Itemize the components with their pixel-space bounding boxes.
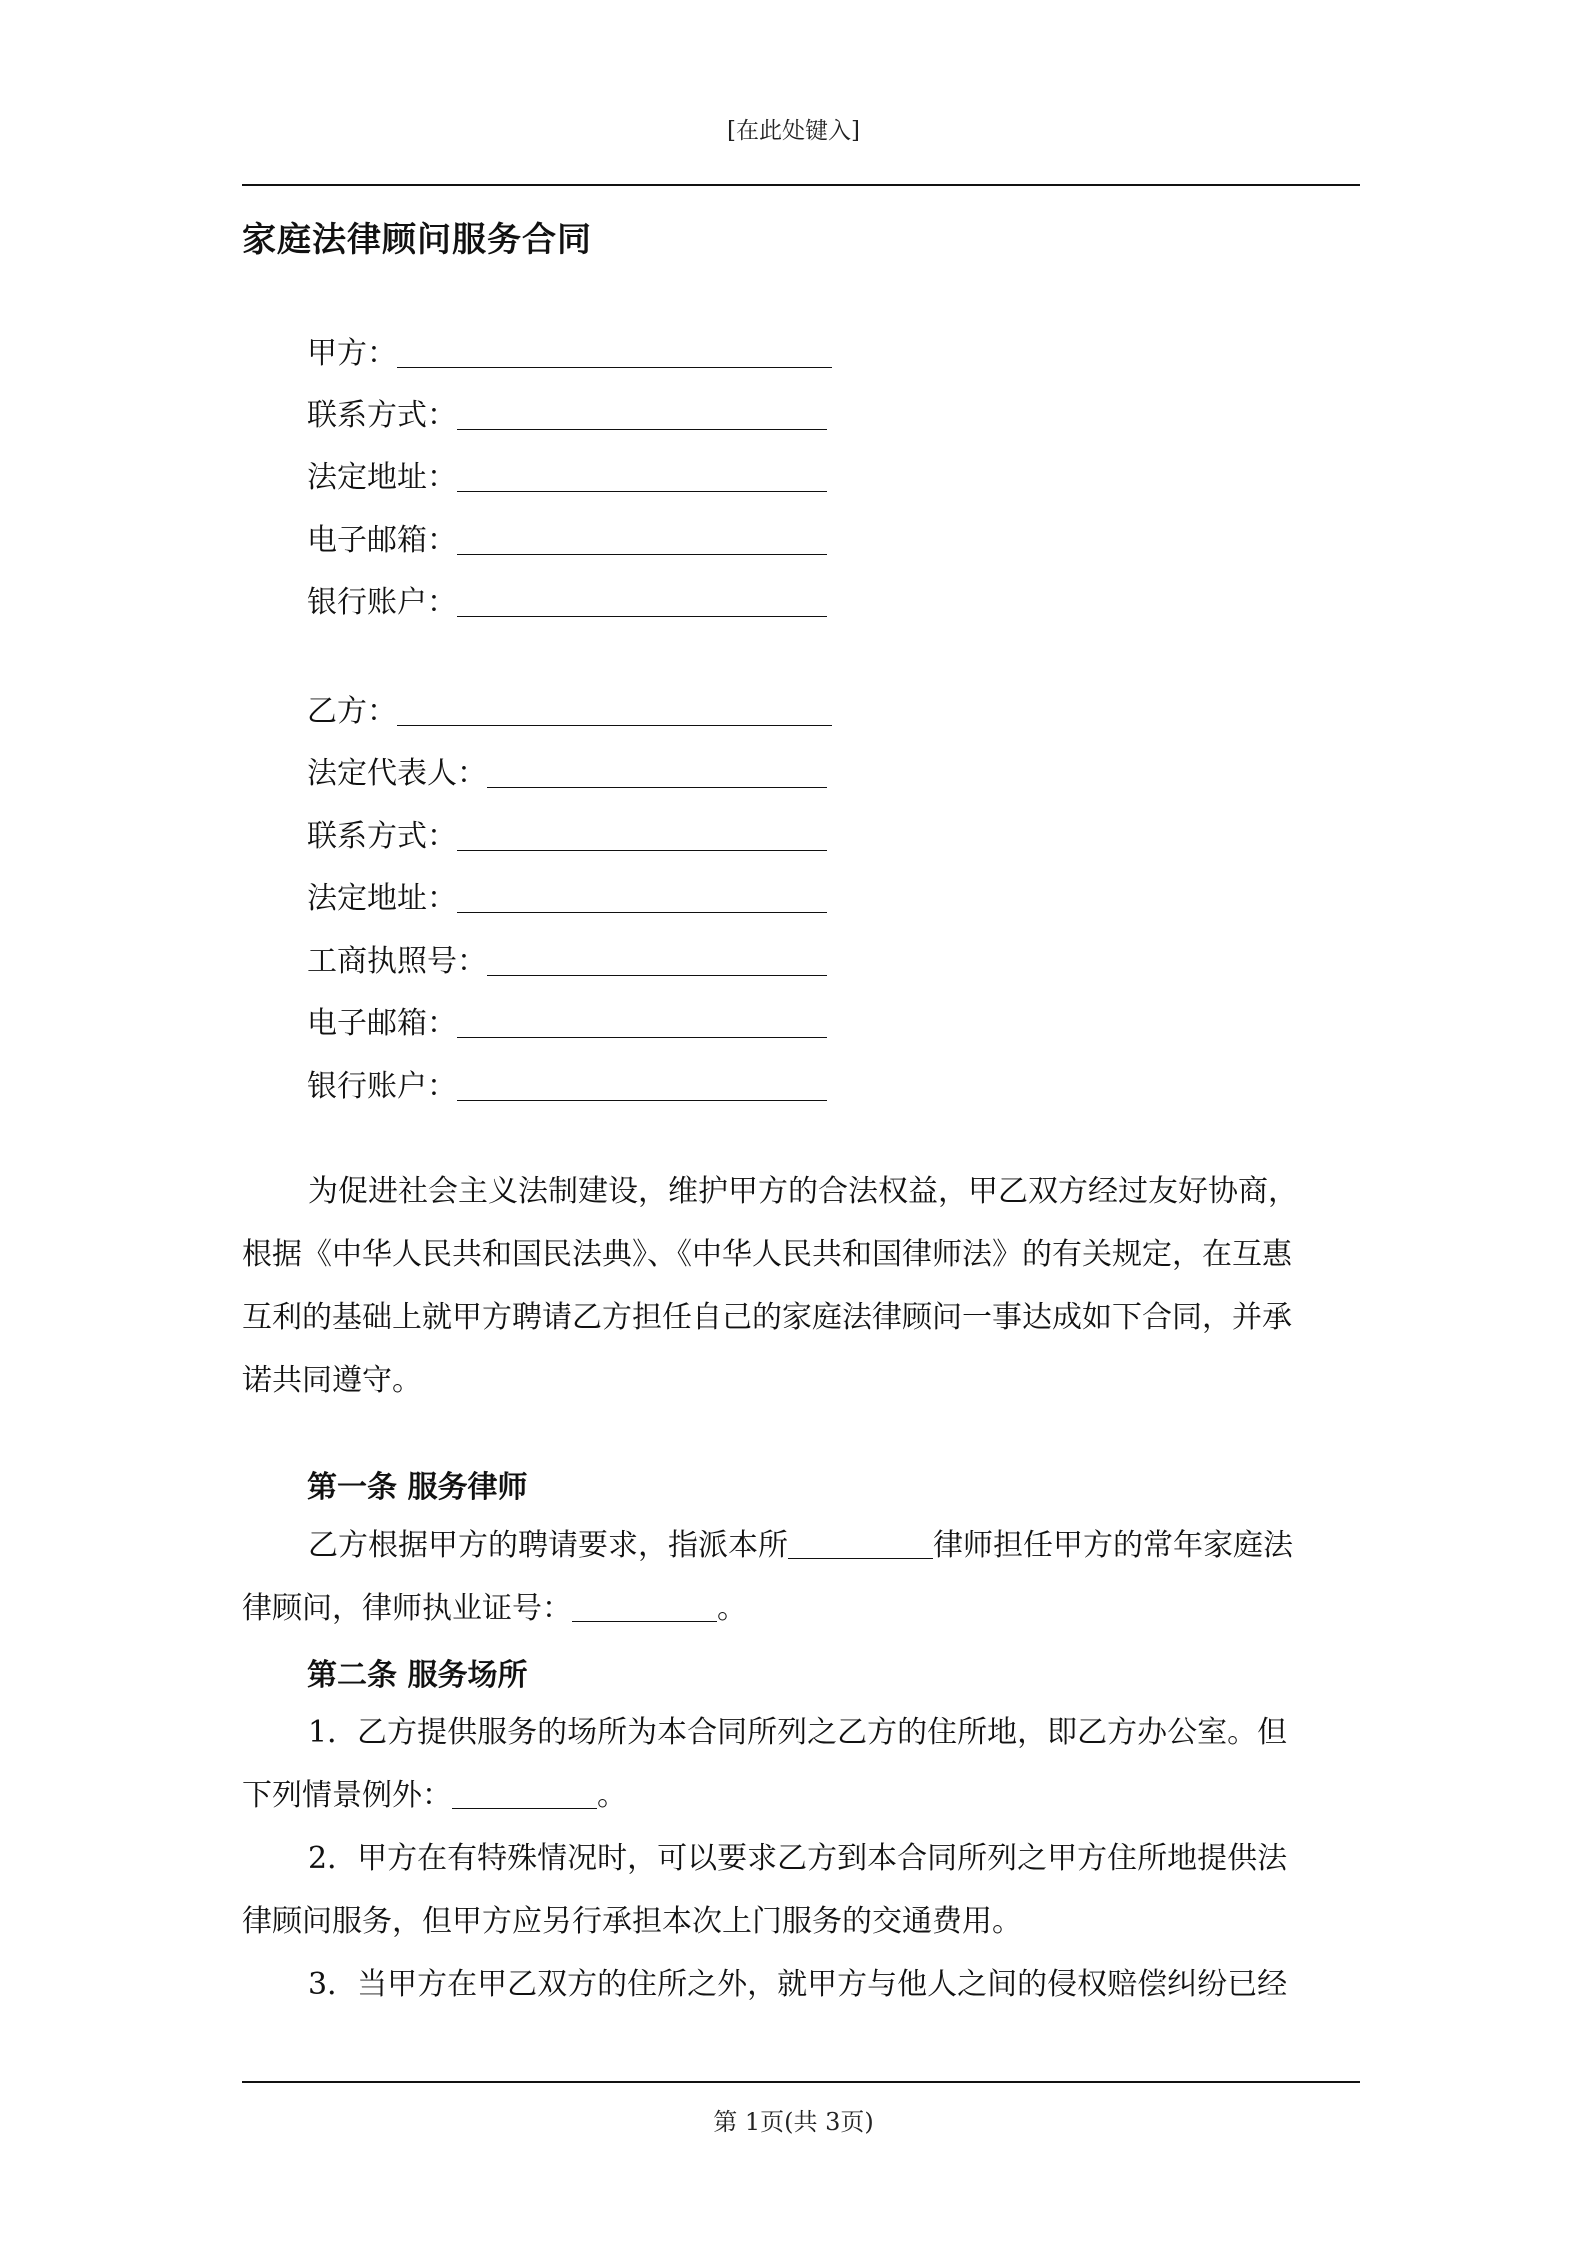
fill-in-blank[interactable] [457,399,827,430]
exception-blank[interactable] [452,1780,597,1809]
party-b-name-field [307,686,832,730]
article-2-line: 3．当甲方在甲乙双方的住所之外，就甲方与他人之间的侵权赔偿纠纷已经 [308,1967,1288,2002]
preamble-line: 为促进社会主义法制建设，维护甲方的合法权益，甲乙双方经过友好协商， [308,1174,1298,1209]
article-2-heading: 第二条 服务场所 [307,1658,528,1693]
party-b-address-field [307,873,827,917]
field-label: 电子邮箱： [307,1006,457,1041]
party-a-email-field [307,515,827,559]
field-label: 银行账户： [307,1069,457,1104]
fill-in-blank[interactable] [487,757,827,788]
party-b-contact-field [307,811,827,855]
lawyer-name-blank[interactable] [788,1530,933,1559]
preamble-paragraph [242,1160,1360,1412]
preamble-line: 根据《中华人民共和国民法典》、《中华人民共和国律师法》的有关规定，在互惠 [242,1237,1292,1272]
fill-in-blank[interactable] [457,820,827,851]
fill-in-blank[interactable] [457,882,827,913]
field-label: 法定地址： [307,460,457,495]
preamble-line: 互利的基础上就甲方聘请乙方担任自己的家庭法律顾问一事达成如下合同，并承 [242,1300,1292,1335]
article-1-heading: 第一条 服务律师 [307,1470,528,1505]
fill-in-blank[interactable] [457,586,827,617]
party-b-representative-field [307,748,827,792]
preamble-line: 诺共同遵守。 [242,1363,422,1398]
page-number: 第 1页(共 3页) [713,2108,874,2136]
article-2-line: 下列情景例外： 。 [242,1778,627,1813]
article-2-line: 律顾问服务，但甲方应另行承担本次上门服务的交通费用。 [242,1904,1022,1939]
field-label: 法定代表人： [307,756,487,791]
article-1-line: 律顾问，律师执业证号： 。 [242,1591,747,1626]
article-2-paragraph [242,1701,1360,2016]
party-b-email-field [307,998,827,1042]
field-label: 电子邮箱： [307,523,457,558]
party-b-license-field [307,936,827,980]
party-a-bank-field [307,577,827,621]
fill-in-blank[interactable] [457,524,827,555]
party-b-bank-field [307,1061,827,1105]
license-number-blank[interactable] [572,1593,717,1622]
field-label: 甲方： [307,336,397,371]
document-title: 家庭法律顾问服务合同 [242,220,592,260]
fill-in-blank[interactable] [457,461,827,492]
party-a-name-field [307,328,832,372]
field-label: 银行账户： [307,585,457,620]
fill-in-blank[interactable] [457,1007,827,1038]
party-a-address-field [307,452,827,496]
field-label: 法定地址： [307,881,457,916]
fill-in-blank[interactable] [397,337,832,368]
field-label: 联系方式： [307,819,457,854]
article-2-line: 2．甲方在有特殊情况时，可以要求乙方到本合同所列之甲方住所地提供法 [308,1841,1288,1876]
header-rule [242,184,1360,186]
party-a-contact-field [307,390,827,434]
header-placeholder[interactable]: [在此处键入] [727,118,860,144]
article-2-line: 1．乙方提供服务的场所为本合同所列之乙方的住所地，即乙方办公室。但 [308,1715,1288,1750]
footer-rule [242,2081,1360,2083]
fill-in-blank[interactable] [457,1070,827,1101]
field-label: 联系方式： [307,398,457,433]
field-label: 工商执照号： [307,944,487,979]
field-label: 乙方： [307,694,397,729]
fill-in-blank[interactable] [397,695,832,726]
article-1-line: 乙方根据甲方的聘请要求，指派本所 律师担任甲方的常年家庭法 [308,1528,1293,1563]
fill-in-blank[interactable] [487,945,827,976]
article-1-paragraph [242,1514,1360,1640]
